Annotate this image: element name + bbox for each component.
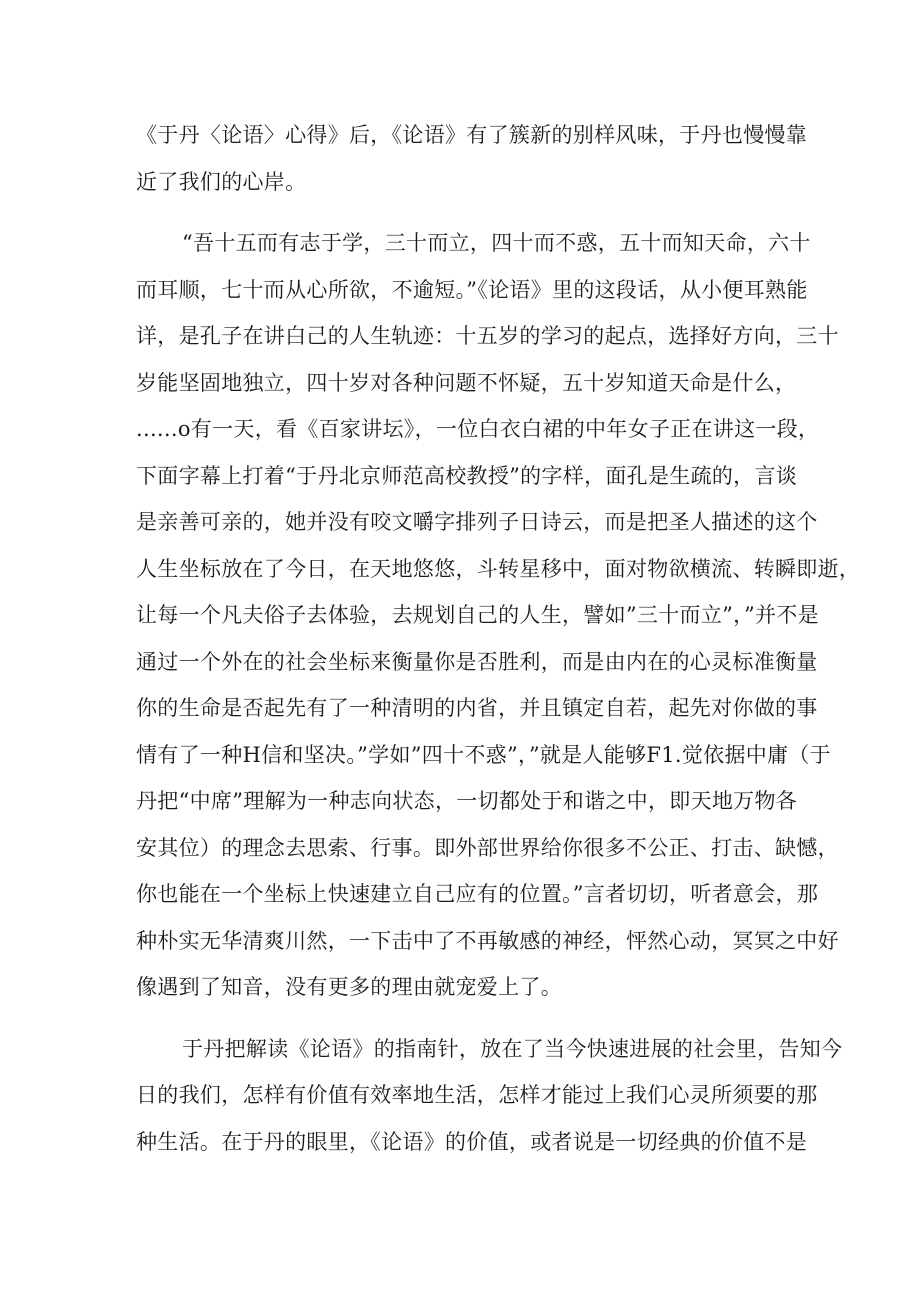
text-line: 于丹把解读《论语》的指南针，放在了当今快速进展的社会里，告知今 <box>182 1036 843 1061</box>
paragraph-1 <box>136 112 808 205</box>
text-line: 像遇到了知音，没有更多的理由就宠爱上了。 <box>136 975 562 999</box>
text-line: 《于丹〈论语〉心得》后，《论语》有了簇新的别样风味，于丹也慢慢靠 <box>136 123 808 147</box>
text-line: “吾十五而有志于学，三十而立，四十而不惑，五十而知天命，六十 <box>182 231 811 255</box>
paragraph-2 <box>136 220 861 1011</box>
document-body <box>136 112 861 1165</box>
text-line: 种朴实无华清爽川然，一下击中了不再敏感的神经，怦然心动，冥冥之中好 <box>136 928 839 953</box>
text-line: 是亲善可亲的，她并没有咬文嚼字排列子日诗云，而是把圣人描述的这个 <box>136 510 818 534</box>
text-line: 种生活。在于丹的眼里，《论语》的价值，或者说是一切经典的价值不是 <box>136 1129 808 1154</box>
text-line: 安其位）的理念去思索、行事。即外部世界给你很多不公正、打击、缺憾， <box>136 835 839 860</box>
text-line: 下面字幕上打着“于丹北京师范高校教授”的字样，面孔是生疏的，言谈 <box>136 463 798 488</box>
text-line: 日的我们，怎样有价值有效率地生活，怎样才能过上我们心灵所须要的那 <box>136 1083 818 1107</box>
text-line: 详，是孔子在讲白己的人生轨迹：十五岁的学习的起点，选择好方向，三十 <box>136 324 839 348</box>
text-line: 通过一个外在的社会坐标来衡量你是否胜利，而是由内在的心灵标准衡量 <box>136 649 818 674</box>
text-line: 你也能在一个坐标上快速建立自己应有的位置。”言者切切，听者意会，那 <box>136 882 819 906</box>
text-line: 而耳顺，七十而从心所欲，不逾短。”《论语》里的这段话，从小便耳熟能 <box>136 277 808 302</box>
text-line: 让每一个凡夫俗子去体验，去规划自己的人生，譬如”三十而立”，”并不是 <box>136 603 819 627</box>
text-line: 情有了一种H信和坚决。”学如”四十不惑”，”就是人能够F1.觉依据中庸（于 <box>136 742 831 767</box>
text-line: 近了我们的心岸。 <box>136 169 307 194</box>
paragraph-gap <box>136 1011 796 1026</box>
paragraph-gap <box>136 205 796 220</box>
text-line: 岁能坚固地独立，四十岁对各种问题不怀疑，五十岁知道天命是什么， <box>136 370 797 395</box>
text-line: ......o有一天，看《百家讲坛》，一位白衣白裙的中年女子正在讲这一段， <box>136 417 820 441</box>
paragraph-3 <box>136 1026 843 1166</box>
text-line: 丹把“中席”理解为一种志向状态，一切都处于和谐之中，即天地万物各 <box>136 789 798 813</box>
text-line: 人生坐标放在了今日，在天地悠悠，斗转星移中，面对物欲横流、转瞬即逝， <box>136 556 861 581</box>
text-line: 你的生命是否起先有了一种清明的内省，并且镇定自若，起先对你做的事 <box>136 696 818 720</box>
